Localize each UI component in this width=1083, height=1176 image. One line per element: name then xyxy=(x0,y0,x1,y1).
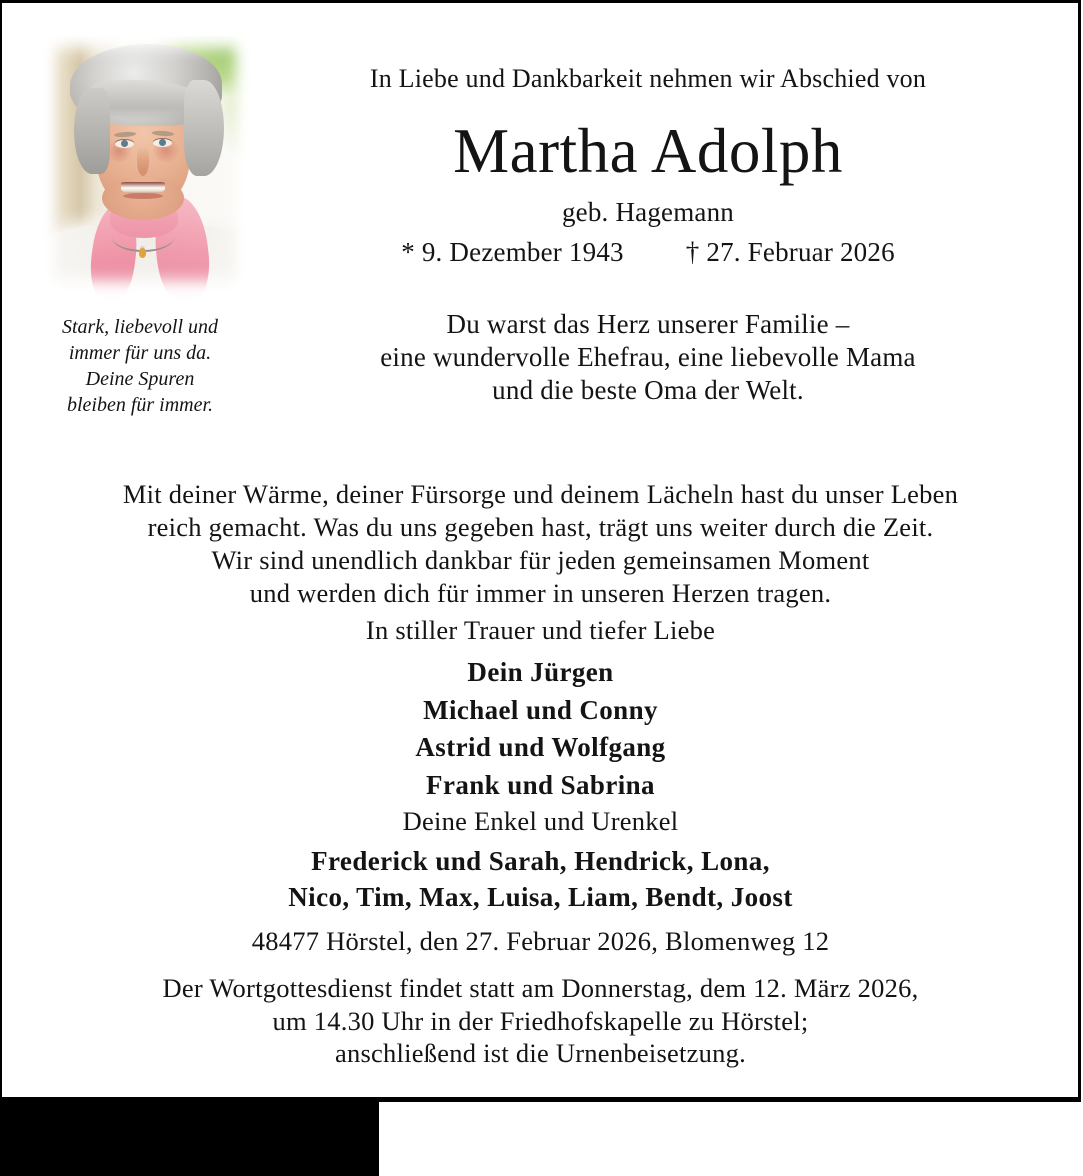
maiden-name: geb. Hagemann xyxy=(561,197,735,227)
photo-caption-line: bleiben für immer. xyxy=(66,394,214,416)
tribute-line: eine wundervolle Ehefrau, eine liebevolle Mama xyxy=(380,342,916,372)
memorial-text xyxy=(0,478,1081,610)
tribute-line: und die beste Oma der Welt. xyxy=(492,375,804,405)
grandchildren-label: Deine Enkel und Urenkel xyxy=(402,806,679,836)
photo-caption-line: Stark, liebevoll und xyxy=(61,316,219,338)
deceased-name: Martha Adolph xyxy=(453,116,843,186)
photo-vignette xyxy=(40,36,250,304)
tribute-line: Du warst das Herz unserer Familie – xyxy=(446,309,850,339)
service-line: Der Wortgottesdienst findet statt am Donnerstag, dem 12. März 2026, xyxy=(162,973,919,1003)
memorial-text-line: und werden dich für immer in unseren Herzen tragen. xyxy=(249,578,832,608)
service-announcement xyxy=(0,972,1081,1070)
birth-date: * 9. Dezember 1943 xyxy=(401,237,624,267)
photo-caption xyxy=(28,314,252,418)
grandchildren-line: Nico, Tim, Max, Luisa, Liam, Bendt, Joost xyxy=(288,882,793,912)
photo-caption-line: Deine Spuren xyxy=(85,368,195,390)
redacted-funeral-home-block xyxy=(0,1097,379,1176)
address-date-line: 48477 Hörstel, den 27. Februar 2026, Blomenweg 12 xyxy=(251,926,830,956)
mourning-intro: In stiller Trauer und tiefer Liebe xyxy=(365,615,716,645)
memorial-text-line: reich gemacht. Was du uns gegeben hast, trägt uns weiter durch die Zeit. xyxy=(147,512,934,542)
portrait-photo xyxy=(40,36,250,304)
intro-line: In Liebe und Dankbarkeit nehmen wir Abschied von xyxy=(369,64,927,93)
death-date: † 27. Februar 2026 xyxy=(685,237,895,267)
service-line: anschließend ist die Urnenbeisetzung. xyxy=(334,1038,747,1068)
mourning-family-names xyxy=(0,654,1081,804)
grandchildren-names xyxy=(0,843,1081,915)
family-name: Dein Jürgen xyxy=(467,657,614,687)
memorial-text-line: Mit deiner Wärme, deiner Fürsorge und deinem Lächeln hast du unser Leben xyxy=(122,479,959,509)
memorial-text-line: Wir sind unendlich dankbar für jeden gemeinsamen Moment xyxy=(211,545,870,575)
life-dates xyxy=(250,237,1046,268)
photo-caption-line: immer für uns da. xyxy=(68,342,212,364)
grandchildren-line: Frederick und Sarah, Hendrick, Lona, xyxy=(311,846,770,876)
service-line: um 14.30 Uhr in der Friedhofskapelle zu Hörstel; xyxy=(272,1005,809,1036)
family-name: Frank und Sabrina xyxy=(426,769,655,800)
family-name: Michael und Conny xyxy=(423,694,658,725)
family-name: Astrid und Wolfgang xyxy=(415,732,666,762)
tribute-verse xyxy=(250,308,1046,407)
